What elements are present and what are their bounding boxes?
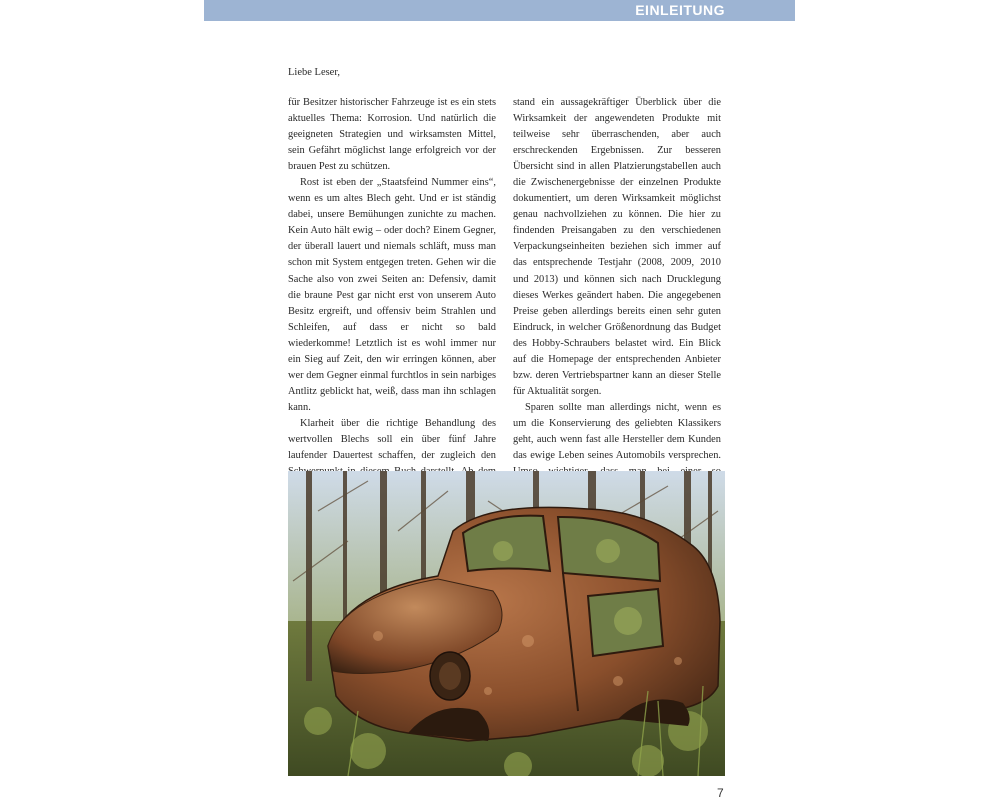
paragraph: Rost ist eben der „Staatsfeind Nummer eins“, wenn es um altes Blech geht. Und er ist ständig dabei, unsere Bemühungen zunichte zu machen. Kein Auto hält ewig – oder doch? Einem Gegner, der überall lauert und niemals schläft, muss man schon mit System entgegen treten. Gehen wir die Sache also von zwei Seiten an: Defensiv, damit die braune Pest gar nicht erst von unserem Auto Besitz ergreift, und offensiv beim Strahlen und Schleifen, auf dass er nicht so bald wiederkomme! Letztlich ist es wohl immer nur ein Sieg auf Zeit, den wir erringen können, aber wer dem Gegner einmal furchtlos in sein narbiges Antlitz geblickt hat, weiß, dass man ihn schlagen kann.: [288, 177, 496, 413]
text-column-right: [513, 95, 721, 528]
rusty-car-photo: [288, 471, 725, 776]
paragraph: Klarheit über die richtige Behandlung des wertvollen Blechs soll ein über fünf Jahre laufender Dauertest schaffen, der zugleich den: [288, 417, 496, 462]
paragraph: Sparen sollte man allerdings nicht, wenn es um die Konservierung des geliebten Klassikers geht, auch wenn fast alle Hersteller dem Kunden das ewige Leben seines Automobils versprechen.: [513, 401, 721, 462]
header-bar: [204, 0, 795, 21]
salutation: Liebe Leser,: [288, 67, 341, 78]
paragraph: für Besitzer historischer Fahrzeuge ist es ein stets aktuelles Thema: Korrosion. Und natürlich die geeigneten Strategien und wirksamsten Mittel, sein Gefährt möglichst lange erfolgreich vor der brauen Pest zu schützen.: [288, 97, 496, 173]
page-number: 7: [717, 786, 724, 800]
section-title: EINLEITUNG: [635, 2, 725, 18]
paragraph: stand ein aussagekräftiger Überblick über die Wirksamkeit der angewendeten Produkte mit teilweise sehr überraschenden, aber auch erschreckenden Ergebnissen. Zur besseren Übersicht sind in allen Platzierungstabellen auch die Zwischenergebnisse der einzelnen Produkte dokumentiert, um deren Wirksamkeit möglichst genau nachvollziehen zu können. Die hier zu findenden Preisangaben zu den verschiedenen Verpackungseinheiten beziehen sich immer auf das entsprechende Testjahr (2008, 2009, 2010 und 2013) und können sich nach Drucklegung dieses Werkes geändert haben. Die angegebenen Preise geben allerdings bereits einen sehr guten Eindruck, in welcher Größenordnung das Budget des Hobby-Schraubers belastet wird. Ein Blick auf die Homepage der entsprechenden Anbieter bzw. deren Vertriebspartner kann an dieser Stelle für Aktualität sorgen.: [513, 97, 721, 397]
